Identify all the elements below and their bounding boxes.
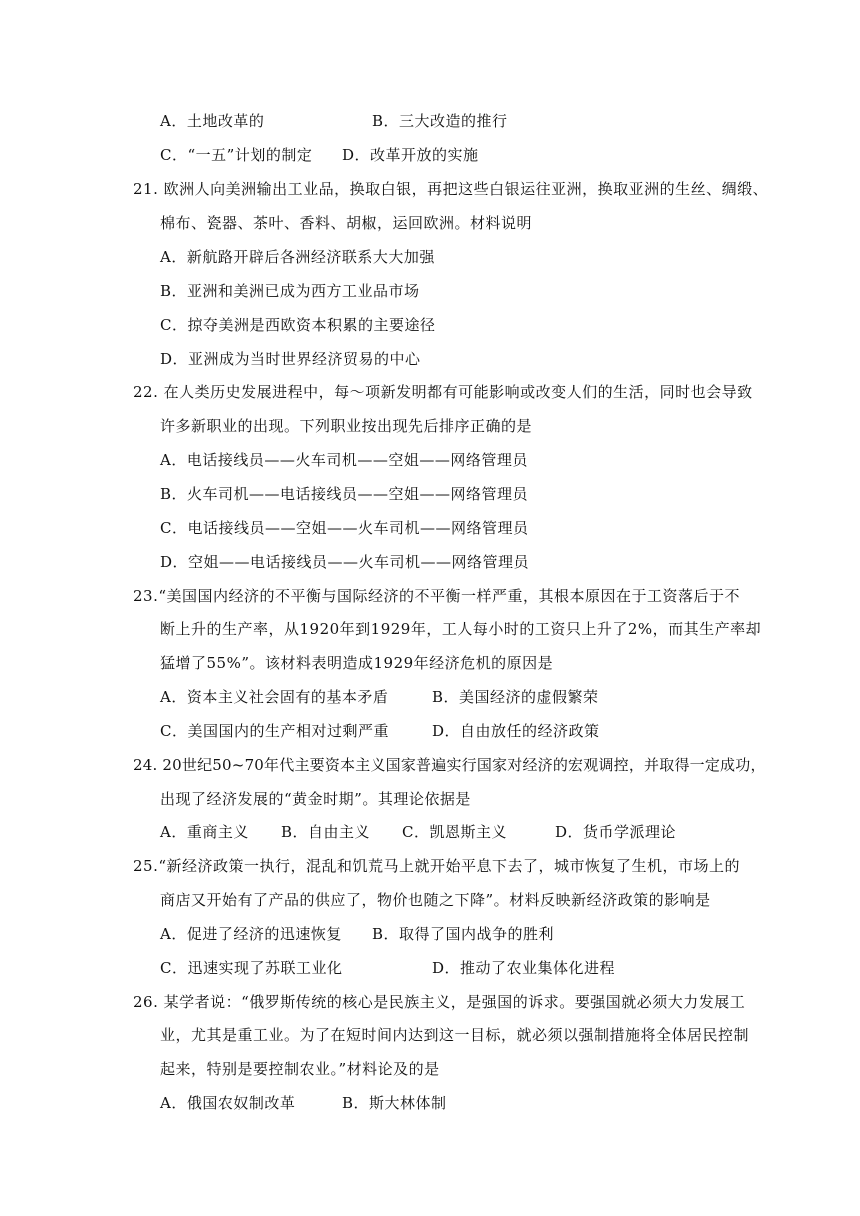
q22-stem-line2: 许多新职业的出现。下列职业按出现先后排序正确的是 bbox=[160, 417, 533, 435]
q21-option-c: C．掠夺美洲是西欧资本积累的主要途径 bbox=[160, 316, 436, 334]
q20-option-row-1 bbox=[0, 111, 508, 131]
q21-stem-line2: 棉布、瓷器、茶叶、香料、胡椒，运回欧洲。材料说明 bbox=[160, 214, 533, 232]
q20-option-a: A．土地改革的 bbox=[160, 112, 265, 130]
q26-stem-line2: 业，尤其是重工业。为了在短时间内达到这一目标，就必须以强制措施将全体居民控制 bbox=[160, 1026, 750, 1044]
q25-stem-line2: 商店又开始有了产品的供应了，物价也随之下降”。材料反映新经济政策的影响是 bbox=[160, 891, 711, 909]
q20-option-row-2 bbox=[0, 145, 479, 165]
q20-option-d: D．改革开放的实施 bbox=[342, 146, 479, 164]
q25-option-d: D．推动了农业集体化进程 bbox=[432, 959, 616, 977]
q23-stem-line3: 猛增了55%”。该材料表明造成1929年经济危机的原因是 bbox=[160, 654, 554, 672]
q22-option-c: C．电话接线员——空姐——火车司机——网络管理员 bbox=[160, 519, 529, 537]
q24-option-c: C．凯恩斯主义 bbox=[402, 823, 507, 841]
q23-option-b: B．美国经济的虚假繁荣 bbox=[432, 688, 599, 706]
q26-stem-line3: 起来，特别是要控制农业。”材料论及的是 bbox=[160, 1060, 440, 1078]
q21-option-d: D．亚洲成为当时世界经济贸易的中心 bbox=[160, 350, 421, 368]
q24-option-d: D．货币学派理论 bbox=[555, 823, 677, 841]
q25-option-a: A．促进了经济的迅速恢复 bbox=[160, 925, 342, 943]
q24-stem-line2: 出现了经济发展的“黄金时期”。其理论依据是 bbox=[160, 790, 471, 808]
q24-option-a: A．重商主义 bbox=[160, 823, 249, 841]
q22-option-d: D．空姐——电话接线员——火车司机——网络管理员 bbox=[160, 553, 530, 571]
q25-stem-line1: 25.“新经济政策一执行，混乱和饥荒马上就开始平息下去了，城市恢复了生机，市场上的 bbox=[133, 857, 741, 875]
q22-option-a: A．电话接线员——火车司机——空姐——网络管理员 bbox=[160, 451, 528, 469]
q23-option-row-1 bbox=[0, 687, 599, 707]
q26-option-row bbox=[0, 1093, 447, 1113]
q26-option-b: B．斯大林体制 bbox=[342, 1094, 447, 1112]
q26-option-a: A．俄国农奴制改革 bbox=[160, 1094, 296, 1112]
q20-option-b: B．三大改造的推行 bbox=[372, 112, 508, 130]
q21-stem-line1: 21. 欧洲人向美洲输出工业品，换取白银，再把这些白银运往亚洲，换取亚洲的生丝、绸缎、 bbox=[133, 180, 769, 198]
q25-option-c: C．迅速实现了苏联工业化 bbox=[160, 959, 343, 977]
q23-stem-line1: 23.“美国国内经济的不平衡与国际经济的不平衡一样严重，其根本原因在于工资落后于不 bbox=[133, 587, 741, 605]
q24-option-row bbox=[0, 822, 676, 842]
q24-option-b: B．自由主义 bbox=[281, 823, 371, 841]
q23-stem-line2: 断上升的生产率，从1920年到1929年，工人每小时的工资只上升了2%，而其生产率却 bbox=[160, 620, 762, 638]
q25-option-b: B．取得了国内战争的胜利 bbox=[372, 925, 555, 943]
q21-option-b: B．亚洲和美洲已成为西方工业品市场 bbox=[160, 282, 420, 300]
q22-option-b: B．火车司机——电话接线员——空姐——网络管理员 bbox=[160, 485, 529, 503]
q26-stem-line1: 26. 某学者说：“俄罗斯传统的核心是民族主义，是强国的诉求。要强国就必须大力发展工 bbox=[133, 993, 746, 1011]
q23-option-d: D．自由放任的经济政策 bbox=[432, 722, 600, 740]
q21-option-a: A．新航路开辟后各洲经济联系大大加强 bbox=[160, 248, 435, 266]
q22-stem-line1: 22. 在人类历史发展进程中，每～项新发明都有可能影响或改变人们的生活，同时也会导致 bbox=[133, 383, 753, 401]
q23-option-row-2 bbox=[0, 721, 600, 741]
q25-option-row-2 bbox=[0, 958, 615, 978]
q23-option-c: C．美国国内的生产相对过剩严重 bbox=[160, 722, 389, 740]
q25-option-row-1 bbox=[0, 924, 554, 944]
q23-option-a: A．资本主义社会固有的基本矛盾 bbox=[160, 688, 389, 706]
q20-option-c: C．“一五”计划的制定 bbox=[160, 146, 313, 164]
q24-stem-line1: 24. 20世纪50~70年代主要资本主义国家普遍实行国家对经济的宏观调控，并取得一定成功， bbox=[133, 756, 766, 774]
